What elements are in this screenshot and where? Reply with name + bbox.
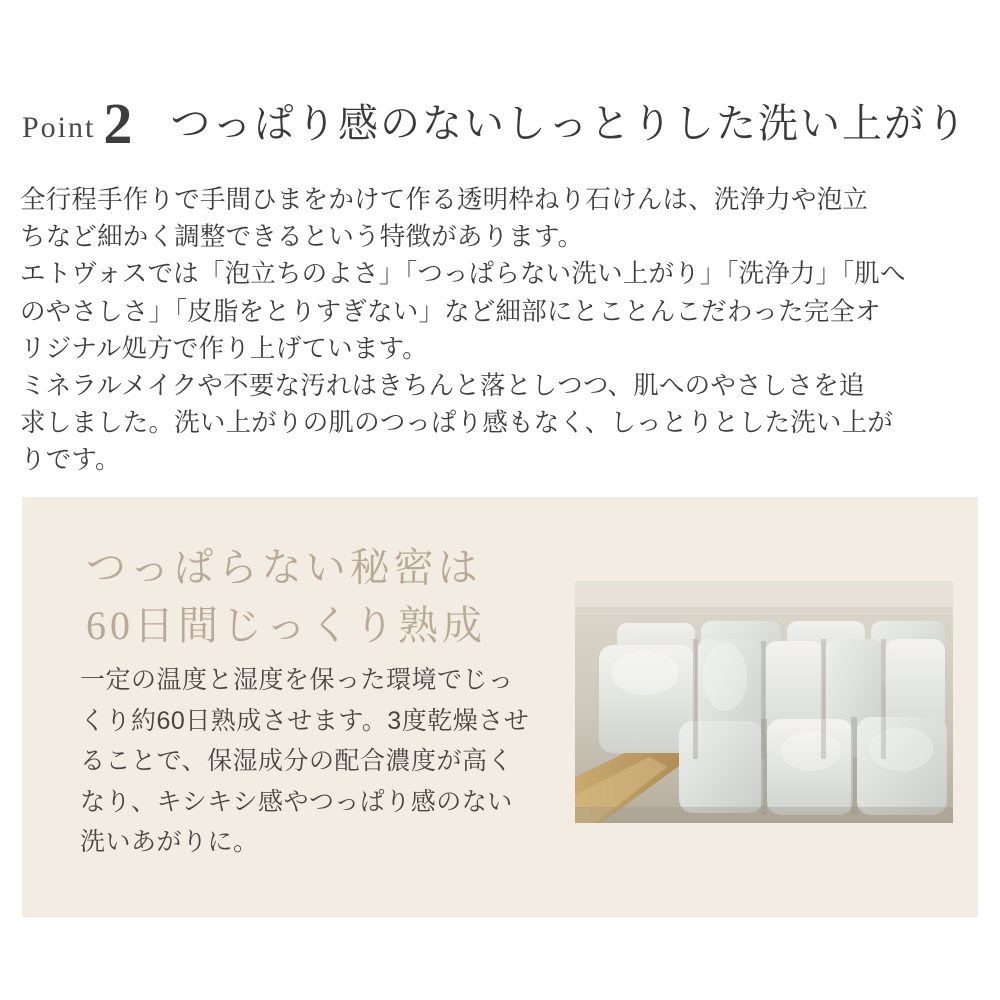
body-line: のやさしさ」「皮脂をとりすぎない」など細部にとことんこだわった完全オ: [20, 297, 881, 326]
body-line: ちなど細かく調整できるという特徴があります。: [20, 223, 584, 252]
page-title: つっぱり感のないしっとりした洗い上がり: [170, 101, 968, 146]
body-line: 求しました。洗い上がりの肌のつっぱり感もなく、しっとりとした洗い上が: [20, 409, 894, 438]
body-line: リジナル処方で作り上げています。: [20, 334, 428, 363]
body-line: りです。: [20, 446, 121, 475]
panel-title-line-1: つっぱらない秘密は: [86, 545, 482, 590]
panel-line: 一定の温度と湿度を保った環境でじっ: [80, 666, 514, 694]
panel-text: [80, 660, 580, 863]
body-line: エトヴォスでは「泡立ちのよさ」「つっぱらない洗い上がり」「洗浄力」「肌へ: [20, 260, 906, 289]
panel-title-line-2: 60日間じっくり熟成: [86, 603, 486, 648]
body-line: 全行程手作りで手間ひまをかけて作る透明枠ねり石けんは、洗浄力や泡立: [20, 186, 869, 214]
panel-line: 洗いあがりに。: [80, 828, 259, 856]
soap-bars-curing-photo: [575, 581, 953, 823]
panel-line: くり約60日熟成させます。3度乾燥させ: [80, 706, 530, 735]
highlight-panel: [22, 497, 978, 917]
panel-line: ることで、保湿成分の配合濃度が高く: [80, 747, 514, 775]
point-heading: [22, 91, 982, 156]
soap-photo-graphic: [575, 581, 953, 823]
body-copy: [20, 182, 978, 480]
panel-title: [86, 539, 606, 655]
point-label: Point: [22, 111, 96, 144]
panel-line: なり、キシキシ感やつっぱり感のない: [80, 787, 513, 816]
point-number: 2: [103, 91, 133, 156]
body-line: ミネラルメイクや不要な汚れはきちんと落としつつ、肌へのやさしさを追: [20, 372, 865, 401]
